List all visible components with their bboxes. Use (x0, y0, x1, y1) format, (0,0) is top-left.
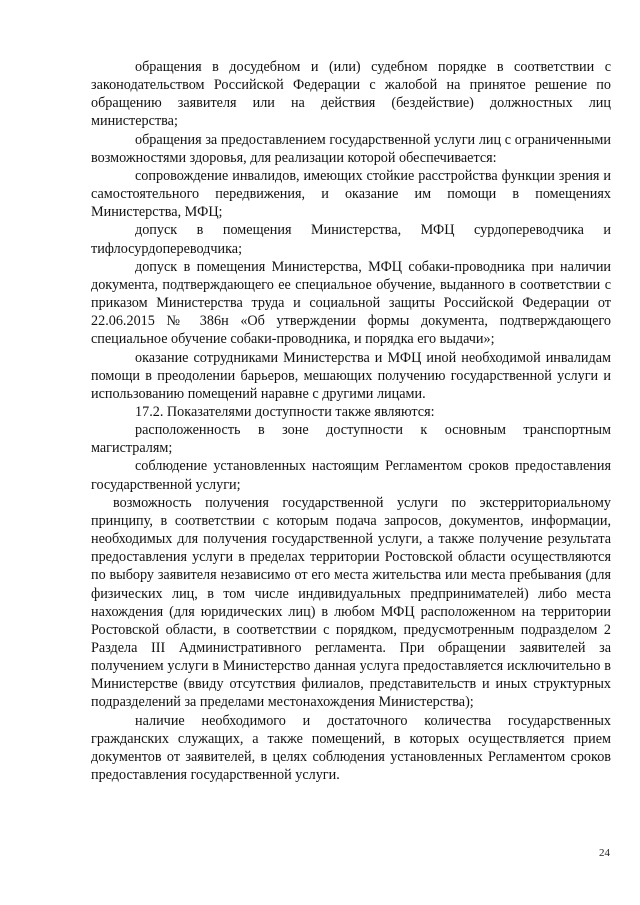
paragraph: соблюдение установленных настоящим Регламентом сроков предоставления государственной услуги; (91, 458, 611, 493)
document-body (91, 58, 611, 784)
paragraph: наличие необходимого и достаточного количества государственных гражданских служащих, а также помещений, в которых осуществляется прием документов от заявителей, в целях соблюдения установленных Регламентом сроков предоставления государственной услуги. (91, 712, 611, 784)
paragraph: допуск в помещения Министерства, МФЦ собаки-проводника при наличии документа, подтверждающего ее специальное обучение, выданного в соответствии с приказом Министерства труда и социальной защиты Российской Федерации от 22.06.2015 № 386н «Об утверждении формы документа, подтверждающего специальное обучение собаки-проводника, и порядка его выдачи»; (91, 258, 611, 348)
paragraph: оказание сотрудниками Министерства и МФЦ иной необходимой инвалидам помощи в преодолении барьеров, мешающих получению государственной услуги и использованию помещений наравне с другими лицами. (91, 349, 611, 402)
paragraph: возможность получения государственной услуги по экстерриториальному принципу, в соответствии с которым подача запросов, документов, информации, необходимых для получения государственной услуги, а также получение результата предоставления услуги в пределах территории Ростовской области осуществляются по выбору заявителя независимо от его места жительства или места пребывания (для физических лиц, в том числе индивидуальных предпринимателей) либо места нахождения (для юридических лиц) в любом МФЦ расположенном на территории Ростовской области, в соответствии с порядком, предусмотренным подразделом 2 Раздела III Административного регламента. При обращении заявителей за получением услуги в Министерство данная услуга предоставляется исключительно в Министерстве (ввиду отсутствия филиалов, представительств и иных структурных подразделений за пределами местонахождения Министерства); (91, 494, 611, 711)
page-number: 24 (599, 847, 610, 859)
paragraph: обращения в досудебном и (или) судебном порядке в соответствии с законодательством Российской Федерации с жалобой на принятое решение по обращению заявителя или на действия (бездействие) должностных лиц министерства; (91, 59, 611, 130)
paragraph: сопровождение инвалидов, имеющих стойкие расстройства функции зрения и самостоятельного передвижения, и оказание им помощи в помещениях Министерства, МФЦ; (91, 167, 611, 221)
paragraph: обращения за предоставлением государственной услуги лиц с ограниченными возможностями здоровья, для реализации которой обеспечивается: (91, 131, 611, 166)
section-heading-paragraph: 17.2. Показателями доступности также являются: (135, 403, 435, 420)
paragraph: допуск в помещения Министерства, МФЦ сурдопереводчика и тифлосурдопереводчика; (91, 222, 611, 257)
paragraph: расположенность в зоне доступности к основным транспортным магистралям; (91, 422, 611, 457)
